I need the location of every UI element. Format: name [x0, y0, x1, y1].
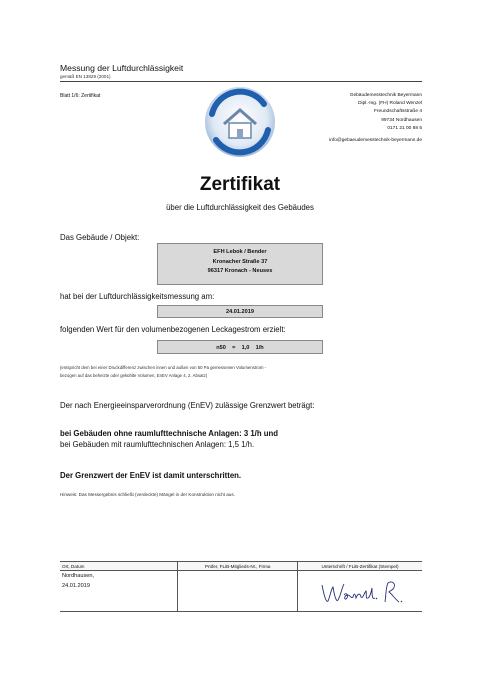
place-date-cell	[60, 571, 178, 612]
examiner-cell	[178, 571, 298, 612]
value-number: 1,0	[241, 345, 250, 351]
value-footnote	[60, 364, 360, 381]
signature-cell	[298, 571, 423, 612]
certificate-subtitle: über die Luftdurchlässigkeit des Gebäudes	[166, 203, 314, 212]
signature-table	[60, 561, 422, 612]
company-name: Gebäudemesstechnik Beyermann	[349, 93, 422, 98]
date-label: hat bei der Luftdurchlässigkeitsmessung am:	[60, 292, 215, 301]
place-date: 24.01.2019	[62, 583, 90, 589]
limit-without-ventilation: bei Gebäuden ohne raumlufttechnische Anlagen: 3 1/h und	[60, 429, 279, 438]
company-phone: 0171 21 00 88 5	[387, 125, 422, 131]
document-title: Messung der Luftdurchlässigkeit	[60, 63, 184, 73]
standard-reference: gemäß EN 13829 (2001)	[60, 74, 111, 79]
company-person: Dipl.-Ing. (FH) Roland Wenzel	[358, 101, 422, 107]
company-email: info@gebaeudemesstechnik-beyermann.de	[329, 138, 422, 144]
company-logo	[202, 84, 278, 160]
col-signature: Unterschrift / FLiB-Zertifikat (Stempel)	[298, 562, 423, 571]
company-address	[329, 92, 422, 145]
col-examiner: Prüfer, FLiB-Mitglieds-Nr., Firma	[178, 562, 298, 571]
object-name: EFH Lebok / Bender	[213, 249, 267, 255]
measurement-date: 24.01.2019	[157, 305, 323, 318]
measurement-hint: Hinweis: Das Messergebnis schließt (verdeckte) Mängel in der Konstruktion nicht aus.	[60, 492, 235, 497]
company-street: Freundschaftsstraße 4	[374, 109, 422, 115]
limit-with-ventilation: bei Gebäuden mit raumlufttechnischen Anlagen: 1,5 1/h.	[60, 440, 255, 449]
note-line-1: (entspricht dem bei einer Druckdifferenz zwischen innen und außen von 50 Pa gemessenen Volumenstrom -	[60, 365, 267, 370]
col-place-date: Ort, Datum	[60, 562, 178, 571]
value-name: n50	[216, 345, 226, 351]
limit-intro: Der nach Energieeinsparverordnung (EnEV) zulässige Grenzwert beträgt:	[60, 401, 315, 410]
value-label: folgenden Wert für den volumenbezogenen Leckagestrom erzielt:	[60, 325, 286, 334]
conclusion: Der Grenzwert der EnEV ist damit unterschritten.	[60, 471, 242, 480]
value-unit: 1/h	[255, 345, 264, 351]
certificate-title: Zertifikat	[199, 174, 281, 195]
sheet-label: Blatt 1/6: Zertifikat	[60, 93, 101, 99]
note-line-2: bezogen auf das beheizte oder gekühlte Volumen, EnEV Anlage 4, 2. Absatz)	[60, 373, 208, 379]
object-box	[157, 243, 323, 285]
handwritten-signature	[300, 571, 420, 611]
value-equals: =	[232, 345, 236, 351]
object-label: Das Gebäude / Objekt:	[60, 233, 140, 242]
object-city: 96317 Kronach - Neuses	[207, 268, 273, 275]
place: Nordhausen,	[62, 573, 95, 579]
leakage-value-box	[157, 340, 323, 354]
object-street: Kronacher Straße 37	[212, 258, 268, 265]
company-city: 99734 Nordhausen	[381, 117, 422, 123]
header-divider	[60, 81, 422, 82]
